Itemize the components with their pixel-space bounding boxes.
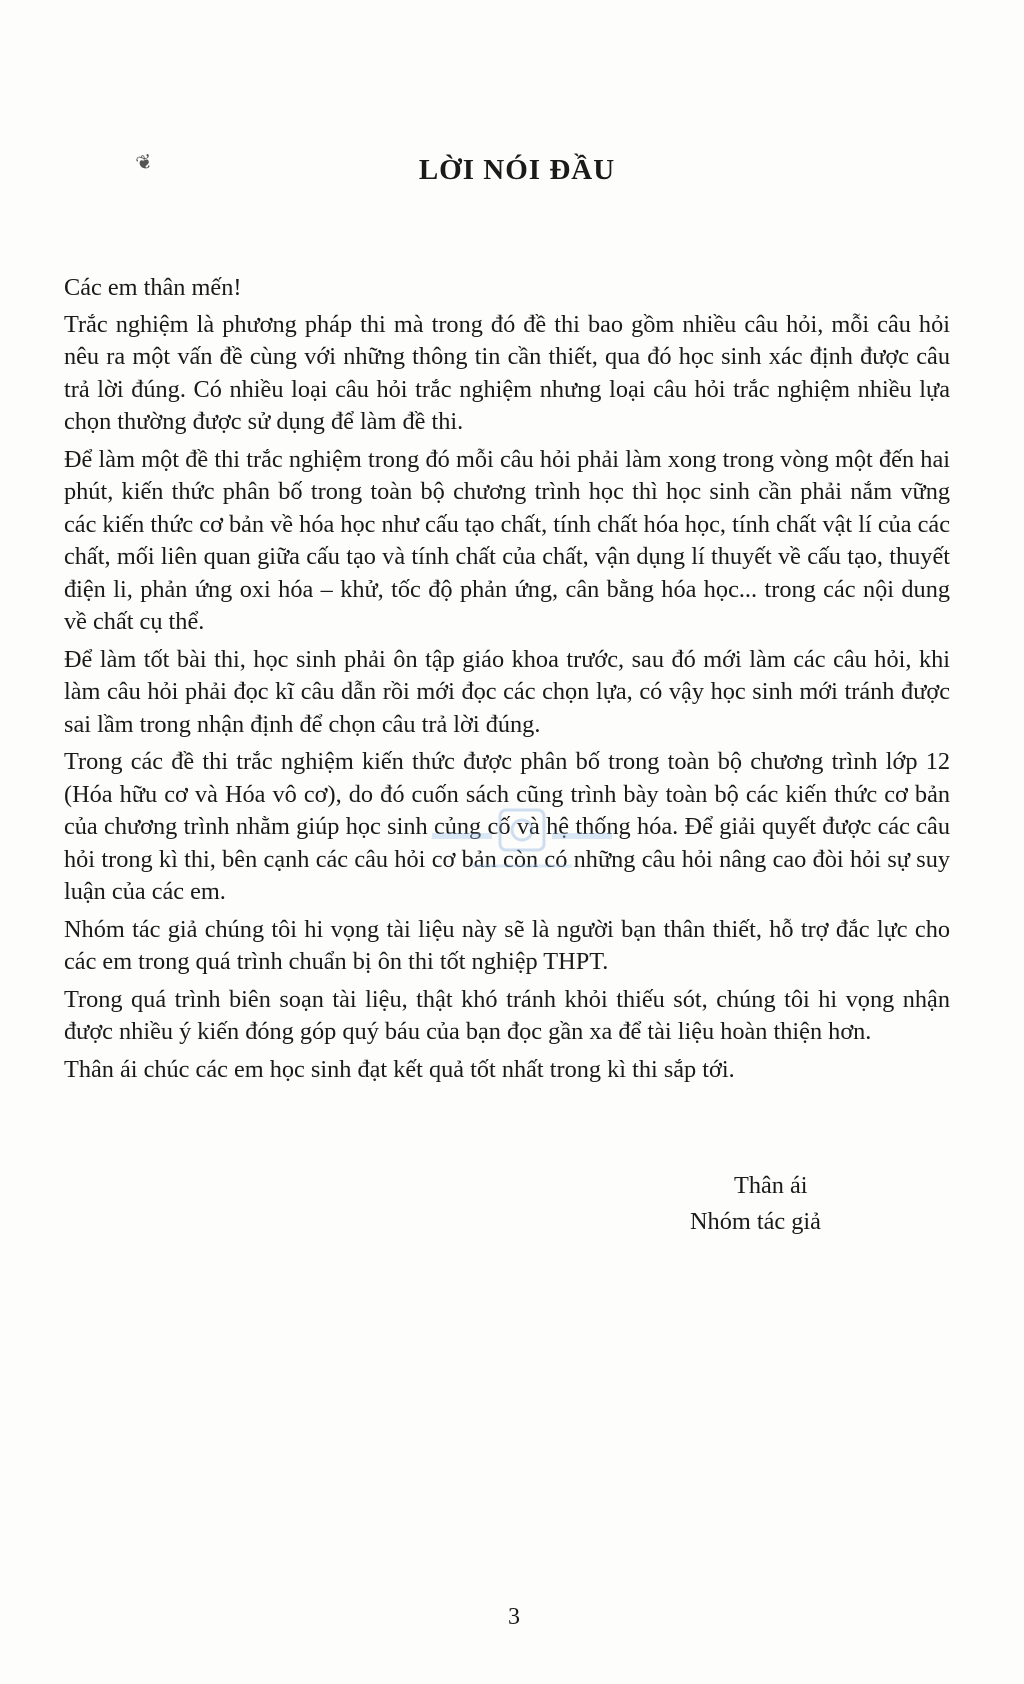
page-number: 3	[508, 1604, 520, 1630]
signature-block	[690, 1168, 930, 1240]
paragraph: Trong quá trình biên soạn tài liệu, thật khó tránh khỏi thiếu sót, chúng tôi hi vọng nhận được nhiều ý kiến đóng góp quý báu của bạn đọc gần xa để tài liệu hoàn thiện hơn.	[64, 985, 950, 1045]
paragraph: Trắc nghiệm là phương pháp thi mà trong đó đề thi bao gồm nhiều câu hỏi, mỗi câu hỏi nêu ra một vấn đề cùng với những thông tin cần thiết, qua đó học sinh xác định được câu trả lời đúng. Có nhiều loại câu hỏi trắc nghiệm nhưng loại câu hỏi trắc nghiệm nhiều lựa chọn thường được sử dụng để làm đề thi.	[64, 310, 950, 435]
paragraph: Thân ái chúc các em học sinh đạt kết quả tốt nhất trong kì thi sắp tới.	[64, 1055, 735, 1083]
page-title: LỜI NÓI ĐẦU	[418, 154, 616, 186]
body-text	[64, 272, 950, 1091]
paragraph: Nhóm tác giả chúng tôi hi vọng tài liệu này sẽ là người bạn thân thiết, hỗ trợ đắc lực cho các em trong quá trình chuẩn bị ôn thi tốt nghiệp THPT.	[64, 915, 950, 975]
closing: Thân ái	[734, 1172, 808, 1199]
ink-mark-icon: ❦	[133, 150, 156, 176]
paragraph: Để làm một đề thi trắc nghiệm trong đó mỗi câu hỏi phải làm xong trong vòng một đến hai phút, kiến thức phân bố trong toàn bộ chương trình học thì học sinh cần phải nắm vững các kiến thức cơ bản về hóa học như cấu tạo chất, tính chất hóa học, tính chất vật lí của các chất, mối liên quan giữa cấu tạo và tính chất của chất, vận dụng lí thuyết về cấu tạo, thuyết điện li, phản ứng oxi hóa – khử, tốc độ phản ứng, cân bằng hóa học... trong các nội dung về chất cụ thể.	[64, 445, 950, 635]
paragraph: Trong các đề thi trắc nghiệm kiến thức được phân bố trong toàn bộ chương trình lớp 12 (Hóa hữu cơ và Hóa vô cơ), do đó cuốn sách cũng trình bày toàn bộ các kiến thức cơ bản của chương trình nhằm giúp học sinh củng cố và hệ thống hóa. Để giải quyết được các câu hỏi trong kì thi, bên cạnh các câu hỏi cơ bản còn có những câu hỏi nâng cao đòi hỏi sự suy luận của các em.	[64, 748, 950, 905]
greeting: Các em thân mến!	[64, 274, 242, 301]
paragraph: Để làm tốt bài thi, học sinh phải ôn tập giáo khoa trước, sau đó mới làm các câu hỏi, khi làm câu hỏi phải đọc kĩ câu dẫn rồi mới đọc các chọn lựa, có vậy học sinh mới tránh được sai lầm trong nhận định để chọn câu trả lời đúng.	[64, 645, 950, 738]
signature: Nhóm tác giả	[690, 1208, 821, 1235]
